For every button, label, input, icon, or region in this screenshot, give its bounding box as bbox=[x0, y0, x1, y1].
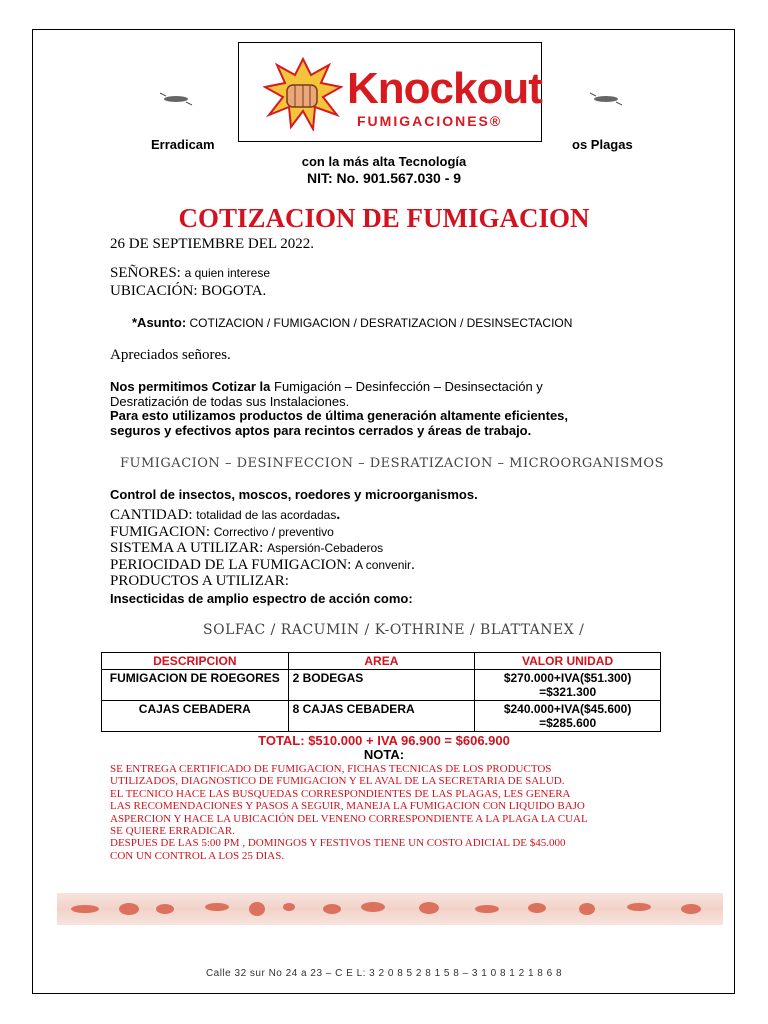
cantidad-row: CANTIDAD: totalidad de las acordadas. bbox=[110, 507, 341, 523]
nota-line: DESPUES DE LAS 5:00 PM , DOMINGOS Y FESTIVOS TIENE UN COSTO ADICIAL DE $45.000 bbox=[110, 837, 566, 850]
footer-contact: Calle 32 sur No 24 a 23 – C E L: 3 2 0 8 5 2 8 1 5 8 – 3 1 0 8 1 2 1 8 6 8 bbox=[205, 968, 563, 979]
cell-valor-line2: =$285.600 bbox=[539, 716, 597, 730]
cell-area: 2 BODEGAS bbox=[288, 670, 475, 701]
slogan-line2: con la más alta Tecnología bbox=[301, 154, 467, 169]
logo-subtitle: FUMIGACIONES® bbox=[357, 113, 503, 129]
sistema-label: SISTEMA A UTILIZAR: bbox=[110, 540, 264, 556]
recipient-value: a quien interese bbox=[184, 266, 271, 280]
slogan-right: os Plagas bbox=[572, 137, 633, 152]
slogan-left: Erradicam bbox=[151, 137, 215, 152]
fumigacion-value: Correctivo / preventivo bbox=[213, 524, 334, 539]
products-line2: seguros y efectivos aptos para recintos cerrados y áreas de trabajo. bbox=[110, 423, 532, 438]
cell-valor-line1: $270.000+IVA($51.300) bbox=[503, 671, 632, 685]
cell-area: 8 CAJAS CEBADERA bbox=[288, 701, 475, 732]
insect-right-icon bbox=[588, 92, 624, 106]
company-logo bbox=[238, 42, 542, 142]
table-header-row bbox=[102, 653, 661, 670]
brands-line: SOLFAC / RACUMIN / K-OTHRINE / BLATTANEX / bbox=[203, 622, 585, 638]
table-row bbox=[102, 701, 661, 732]
nota-line: SE QUIERE ERRADICAR. bbox=[110, 825, 235, 838]
fist-punch-icon bbox=[263, 57, 343, 131]
cell-valor-line1: $240.000+IVA($45.600) bbox=[503, 702, 632, 716]
column-header-area: AREA bbox=[288, 653, 475, 670]
fumigacion-row bbox=[110, 524, 415, 541]
pest-band bbox=[57, 893, 723, 925]
products-paragraph bbox=[110, 408, 660, 438]
sistema-value: Aspersión-Cebaderos bbox=[267, 541, 384, 555]
products-line1: Para esto utilizamos productos de última generación altamente eficientes, bbox=[110, 408, 569, 423]
nota-line: ASPERCION Y HACE LA UBICACIÓN DEL VENENO CORRESPONDIENTE A LA PLAGA LA CUAL bbox=[110, 812, 588, 825]
recipient-line bbox=[110, 265, 270, 282]
column-header-descripcion: DESCRIPCION bbox=[102, 653, 289, 670]
details-block bbox=[110, 507, 415, 590]
subject-label: *Asunto: bbox=[132, 315, 187, 330]
cantidad-value: totalidad de las acordadas bbox=[196, 508, 337, 522]
insect-left-icon bbox=[158, 92, 194, 106]
nota-line: SE ENTREGA CERTIFICADO DE FUMIGACION, FICHAS TECNICAS DE LOS PRODUCTOS bbox=[110, 763, 552, 775]
quote-table bbox=[101, 652, 661, 732]
nota-line: EL TECNICO HACE LAS BUSQUEDAS CORRESPONDIENTES DE LAS PLAGAS, LES GENERA bbox=[110, 787, 571, 800]
page-title: COTIZACION DE FUMIGACION bbox=[178, 203, 590, 233]
cell-valor-line2: =$321.300 bbox=[539, 685, 597, 699]
subject-line bbox=[132, 315, 572, 330]
periodicidad-label: PERIOCIDAD DE LA FUMIGACION: bbox=[110, 556, 352, 573]
logo-name: Knockout bbox=[347, 64, 542, 113]
location-line: UBICACIÓN: BOGOTA. bbox=[110, 283, 267, 299]
nota-line: LAS RECOMENDACIONES Y PASOS A SEGUIR, MANEJA LA FUMIGACION CON LIQUIDO BAJO bbox=[110, 800, 585, 813]
cantidad-label: CANTIDAD: bbox=[110, 507, 193, 523]
nit-number: NIT: No. 901.567.030 - 9 bbox=[306, 170, 462, 186]
sistema-row bbox=[110, 540, 415, 557]
cell-valor bbox=[475, 701, 661, 732]
quote-date: 26 DE SEPTIEMBRE DEL 2022. bbox=[110, 236, 315, 252]
pest-silhouettes-icon bbox=[57, 893, 723, 925]
greeting: Apreciados señores. bbox=[110, 347, 231, 363]
table-row bbox=[102, 670, 661, 701]
intro-bold: Nos permitimos Cotizar la bbox=[110, 379, 271, 394]
intro-paragraph bbox=[110, 379, 670, 409]
nota-text bbox=[110, 763, 670, 862]
recipient-label: SEÑORES: bbox=[110, 265, 181, 281]
services-line: FUMIGACION – DESINFECCION – DESRATIZACION – MICROORGANISMOS bbox=[120, 456, 664, 471]
cell-desc: CAJAS CEBADERA bbox=[102, 701, 289, 732]
intro-rest: Fumigación – Desinfección – Desinsectación y bbox=[274, 379, 543, 394]
cell-valor bbox=[475, 670, 661, 701]
subject-value: COTIZACION / FUMIGACION / DESRATIZACION / DESINSECTACION bbox=[189, 316, 573, 330]
intro-line2: Desratización de todas sus Instalaciones. bbox=[110, 394, 350, 409]
column-header-valor: VALOR UNIDAD bbox=[475, 653, 661, 670]
periodicidad-value: A convenir bbox=[355, 557, 412, 572]
fumigacion-label: FUMIGACION: bbox=[110, 523, 211, 540]
nota-line: CON UN CONTROL A LOS 25 DIAS. bbox=[110, 849, 285, 862]
cell-desc: FUMIGACION DE ROEGORES bbox=[102, 670, 289, 701]
control-line: Control de insectos, moscos, roedores y microorganismos. bbox=[110, 487, 478, 502]
nota-label: NOTA: bbox=[363, 747, 405, 762]
total-line: TOTAL: $510.000 + IVA 96.900 = $606.900 bbox=[258, 733, 510, 748]
insecticides-line: Insecticidas de amplio espectro de acción como: bbox=[110, 591, 413, 606]
nota-line: UTILIZADOS, DIAGNOSTICO DE FUMIGACION Y EL AVAL DE LA SECRETARIA DE SALUD. bbox=[110, 775, 565, 788]
productos-row: PRODUCTOS A UTILIZAR: bbox=[110, 573, 289, 589]
periodicidad-row: PERIOCIDAD DE LA FUMIGACION: A convenir. bbox=[110, 556, 415, 573]
